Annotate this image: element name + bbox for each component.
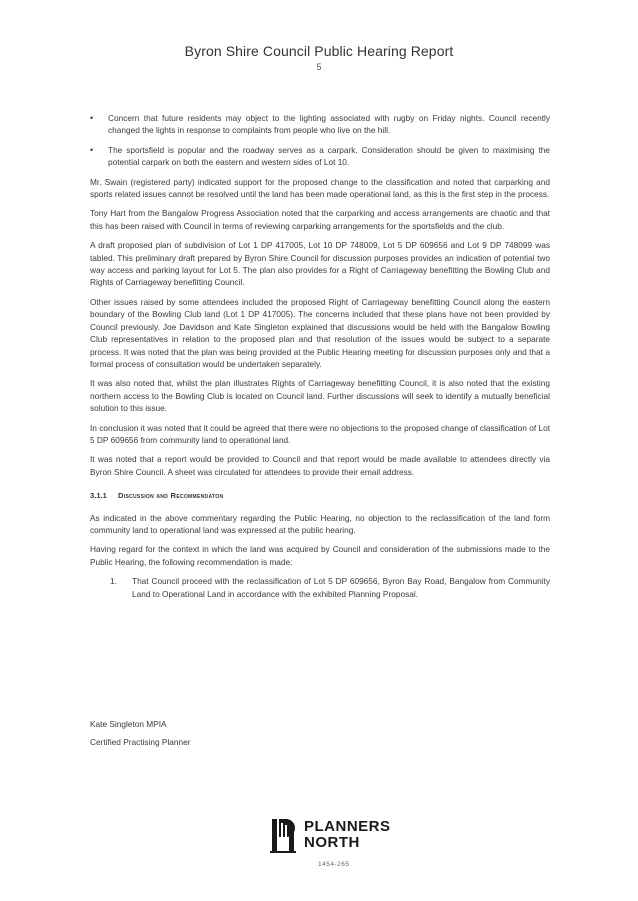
concerns-bullet-list <box>90 112 550 169</box>
paragraph: Other issues raised by some attendees included the proposed Right of Carriageway benefitting Council along the eastern boundary of the Bowling Club land (Lot 1 DP 417005). The concerns included that these plans have not been provided by Council previously. Joe Davidson and Kate Singleton explained that discussions would be held with the Bangalow Bowling Club representatives in relation to the proposed plan and that resolution of the issues would be subject to a separate process. It was noted that the plan was being provided at the Public Hearing meeting for discussion purposes only and that a formal process of consultation would be undertaken separately. <box>90 296 550 369</box>
page-number: 5 <box>316 62 322 72</box>
section-title: Discussion and Recommendaton <box>118 491 224 501</box>
report-body <box>90 112 550 607</box>
section-heading <box>90 490 550 502</box>
planners-north-logo <box>270 815 400 875</box>
paragraph: A draft proposed plan of subdivision of Lot 1 DP 417005, Lot 10 DP 748009, Lot 5 DP 609656 and Lot 9 DP 748099 was tabled. This preliminary draft prepared by Byron Shire Council for discussion purposes provides an indication of potential two way access and parking layout for Lot 5. The plan also provides for a Right of Carriageway benefitting the Bowling Club and Rights of Carriageway benefitting Council. <box>90 240 550 288</box>
bullet-item: • Concern that future residents may object to the lighting associated with rugby on Friday nights. Council recently changed the lights in response to complaints from people who live on the hill. <box>90 112 550 137</box>
paragraph: Having regard for the context in which the land was acquired by Council and consideration of the submissions made to the Public Hearing, the following recommendation is made: <box>90 544 550 567</box>
signatory-name: Kate Singleton MPIA <box>90 719 167 729</box>
recommendation-text: That Council proceed with the reclassification of Lot 5 DP 609656, Byron Bay Road, Bangalow from Community Land to Operational Land in accordance with the exhibited Planning Proposal. <box>132 576 550 599</box>
paragraph: It was also noted that, whilst the plan illustrates Rights of Carriageway benefitting Council, it is also noted that the existing northern access to the Bowling Club is located on Council land. Further discussions will seek to identify a mutually beneficial solution to this issue. <box>90 378 550 414</box>
report-header-title: Byron Shire Council Public Hearing Report <box>184 43 454 59</box>
logo-line-1: PLANNERS <box>304 818 391 835</box>
paragraph: Tony Hart from the Bangalow Progress Association noted that the carparking and access arrangements are chaotic and that this has been raised with Council in terms of reviewing carparking arrangements for the sportsfields and the club. <box>90 208 550 231</box>
paragraph: It was noted that a report would be provided to Council and that report would be made available to attendees directly via Byron Shire Council. A sheet was circulated for attendees to provide their email address. <box>90 454 550 477</box>
logo-wordmark <box>304 819 391 851</box>
paragraph: Mr. Swain (registered party) indicated support for the proposed change to the classification and noted that carparking and sports related issues cannot be resolved until the land has been made operational land, as this is the first step in the process. <box>90 176 550 200</box>
signature-block <box>90 715 191 751</box>
paragraph: As indicated in the above commentary regarding the Public Hearing, no objection to the reclassification of the land form community land to operational land was expressed at the public hearing. <box>90 512 550 535</box>
signatory-role: Certified Practising Planner <box>90 737 191 747</box>
logo-reference: 1454-265 <box>318 861 350 868</box>
bullet-item: • The sportsfield is popular and the roadway serves as a carpark. Consideration should be given to maximising the potential carpark on both the eastern and western sides of Lot 10. <box>90 144 550 169</box>
planners-north-logo-mark-icon <box>270 815 296 855</box>
logo-line-2: NORTH <box>304 834 360 851</box>
recommendation-item <box>90 575 550 600</box>
recommendation-number: 1. <box>110 576 117 587</box>
paragraph: In conclusion it was noted that it could be agreed that there were no objections to the proposed change of classification of Lot 5 DP 609656 from community land to operational land. <box>90 422 550 445</box>
section-number: 3.1.1 <box>90 491 107 501</box>
recommendation-list <box>90 575 550 600</box>
